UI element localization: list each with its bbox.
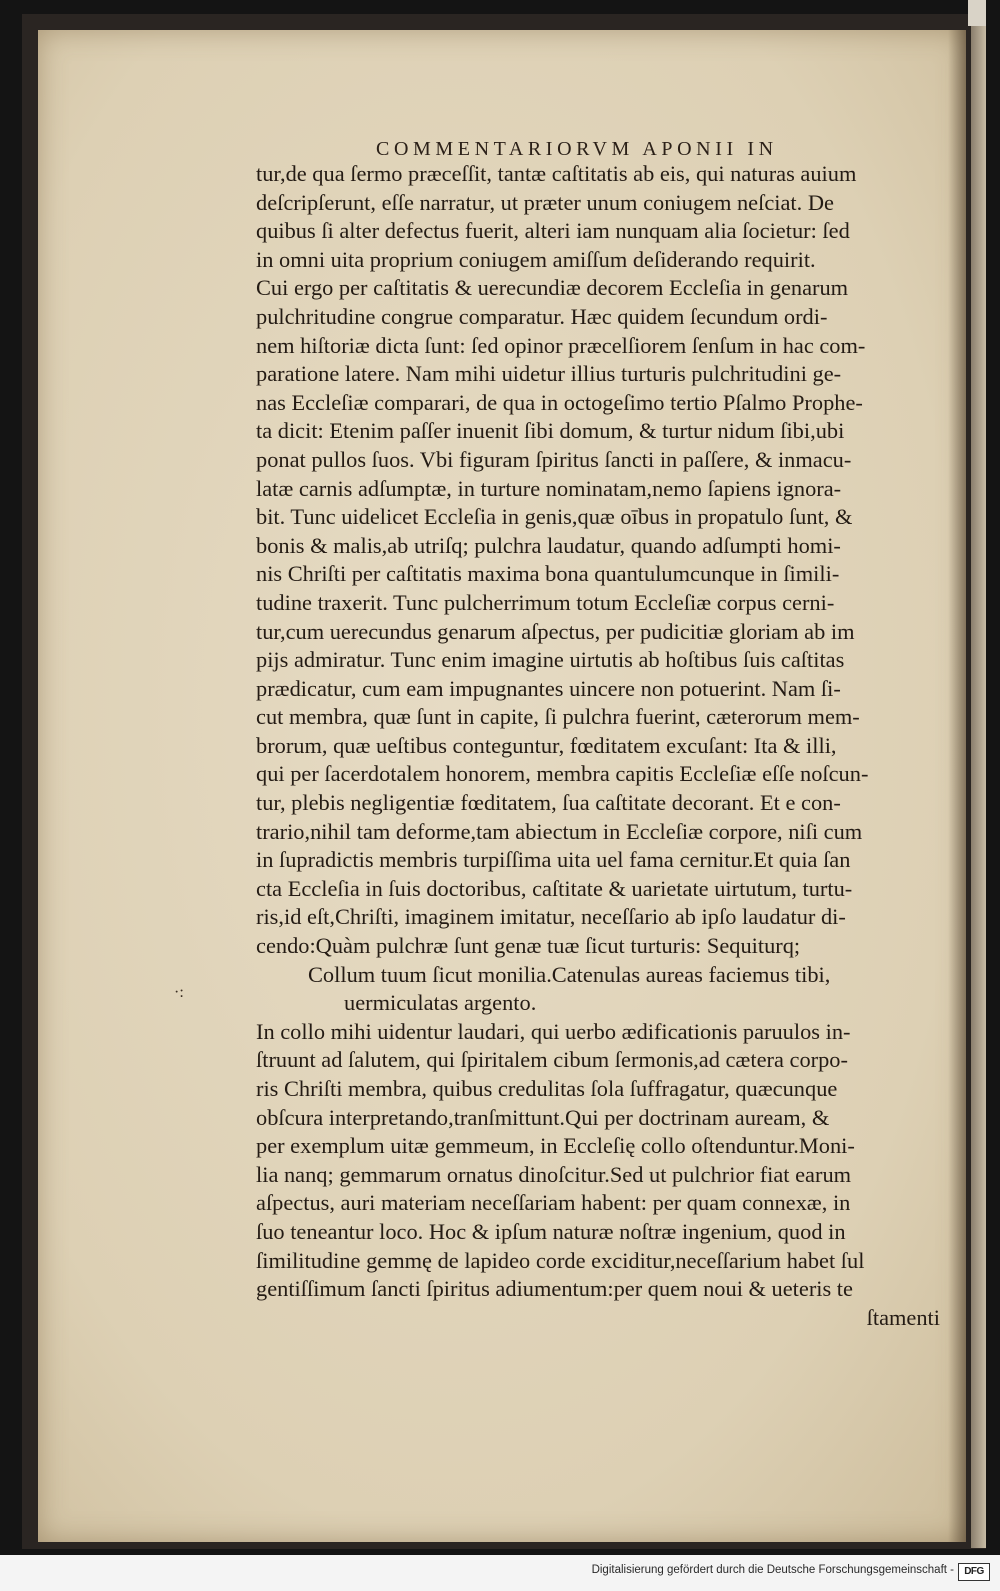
- text-line: ſtruunt ad ſalutem, qui ſpiritalem cibum ſermonis,ad cætera corpo-: [256, 1047, 848, 1073]
- text-line: aſpectus, auri materiam neceſſariam habent: per quam connexæ, in: [256, 1190, 851, 1216]
- text-line: prædicatur, cum eam impugnantes uincere non potuerint. Nam ſi-: [256, 675, 841, 701]
- text-line: In collo mihi uidentur laudari, qui uerbo ædificationis paruulos in-: [256, 1018, 851, 1044]
- text-line: quibus ſi alter defectus fuerit, alteri iam nunquam alia ſocietur: ſed: [256, 218, 850, 244]
- text-line: nas Eccleſiæ comparari, de qua in octogeſimo tertio Pſalmo Prophe-: [256, 389, 863, 415]
- text-line: ſimilitudine gemmę de lapideo corde exciditur,neceſſarium habet ſul: [256, 1247, 865, 1273]
- text-line: cut membra, quæ ſunt in capite, ſi pulchra fuerint, cæterorum mem-: [256, 704, 860, 730]
- dfg-logo: DFG: [958, 1563, 990, 1581]
- margin-mark: ·:: [174, 984, 184, 1001]
- text-line: ponat pullos ſuos. Vbi figuram ſpiritus ſancti in paſſere, & inmacu-: [256, 446, 852, 472]
- text-line: bit. Tunc uidelicet Eccleſia in genis,quæ oībus in propatulo ſunt, &: [256, 504, 853, 530]
- footer-credit: Digitalisierung gefördert durch die Deutsche Forschungsgemeinschaft -: [591, 1564, 954, 1576]
- text-line: bonis & malis,ab utriſq; pulchra laudatur, quando adſumpti homi-: [256, 532, 841, 558]
- text-line: ris,id eſt,Chriſti, imaginem imitatur, neceſſario ab ipſo laudatur di-: [256, 904, 846, 930]
- text-line: tudine traxerit. Tunc pulcherrimum totum Eccleſiæ corpus cerni-: [256, 589, 835, 615]
- text-line: pulchritudine congrue comparatur. Hæc quidem ſecundum ordi-: [256, 303, 828, 329]
- text-line: obſcura interpretando,tranſmittunt.Qui per doctrinam auream, &: [256, 1104, 830, 1130]
- text-line: ta dicit: Etenim paſſer inuenit ſibi domum, & turtur nidum ſibi,ubi: [256, 418, 845, 444]
- text-line: qui per ſacerdotalem honorem, membra capitis Eccleſiæ eſſe noſcun-: [256, 761, 869, 787]
- text-line: in ſupradictis membris turpiſſima uita uel fama cernitur.Et quia ſan: [256, 847, 851, 873]
- text-line: deſcripſerunt, eſſe narratur, ut præter unum coniugem neſciat. De: [256, 189, 834, 215]
- text-line: tur,cum uerecundus genarum aſpectus, per pudicitiæ gloriam ab im: [256, 618, 855, 644]
- text-line: in omni uita proprium coniugem amiſſum deſiderando requirit.: [256, 246, 816, 272]
- text-line: gentiſſimum ſancti ſpiritus adiumentum:per quem noui & ueteris te: [256, 1276, 853, 1302]
- text-line: lia nanq; gemmarum ornatus dinoſcitur.Sed ut pulchrior fiat earum: [256, 1161, 852, 1187]
- text-line: nis Chriſti per caſtitatis maxima bona quantulumcunque in ſimili-: [256, 561, 840, 587]
- book-fore-edge: [971, 0, 986, 1548]
- text-line: latæ carnis adſumptæ, in turture nominatam,nemo ſapiens ignora-: [256, 475, 842, 501]
- text-line: Cui ergo per caſtitatis & uerecundiæ decorem Eccleſia in genarum: [256, 275, 849, 301]
- running-head: COMMENTARIORVM APONII IN: [376, 138, 778, 160]
- verse-line: Collum tuum ſicut monilia.Catenulas aureas faciemus tibi,: [308, 961, 831, 987]
- text-line: trario,nihil tam deforme,tam abiectum in Eccleſiæ corpore, niſi cum: [256, 818, 863, 844]
- text-line: per exemplum uitæ gemmeum, in Eccleſię collo oſtenduntur.Moni-: [256, 1133, 855, 1159]
- text-line: cta Eccleſia in ſuis doctoribus, caſtitate & uarietate uirtutum, turtu-: [256, 875, 853, 901]
- digitization-footer: [0, 1555, 1000, 1591]
- text-line: cendo:Quàm pulchræ ſunt genæ tuæ ſicut turturis: Sequiturq;: [256, 933, 801, 959]
- text-line: nem hiſtoriæ dicta ſunt: ſed opinor præcelſiorem ſenſum in hac com-: [256, 332, 866, 358]
- verse-line: uermiculatas argento.: [344, 990, 537, 1016]
- text-line: tur, plebis negligentiæ fœditatem, ſua caſtitate decorant. Et e con-: [256, 790, 841, 816]
- text-line: pijs admiratur. Tunc enim imagine uirtutis ab hoſtibus ſuis caſtitas: [256, 647, 845, 673]
- catchword: ſtamenti: [866, 1304, 940, 1330]
- text-line: ris Chriſti membra, quibus credulitas ſola ſuffragatur, quæcunque: [256, 1076, 838, 1101]
- text-line: paratione latere. Nam mihi uidetur illius turturis pulchritudini ge-: [256, 361, 842, 387]
- page-tab-marker: [968, 0, 986, 26]
- text-line: brorum, quæ ueſtibus conteguntur, fœditatem excuſant: Ita & illi,: [256, 732, 837, 758]
- body-text: [256, 160, 958, 1332]
- text-line: ſuo teneantur loco. Hoc & ipſum naturæ noſtræ ingenium, quod in: [256, 1218, 846, 1244]
- text-line: tur,de qua ſermo præceſſit, tantæ caſtitatis ab eis, qui naturas auium: [256, 161, 857, 186]
